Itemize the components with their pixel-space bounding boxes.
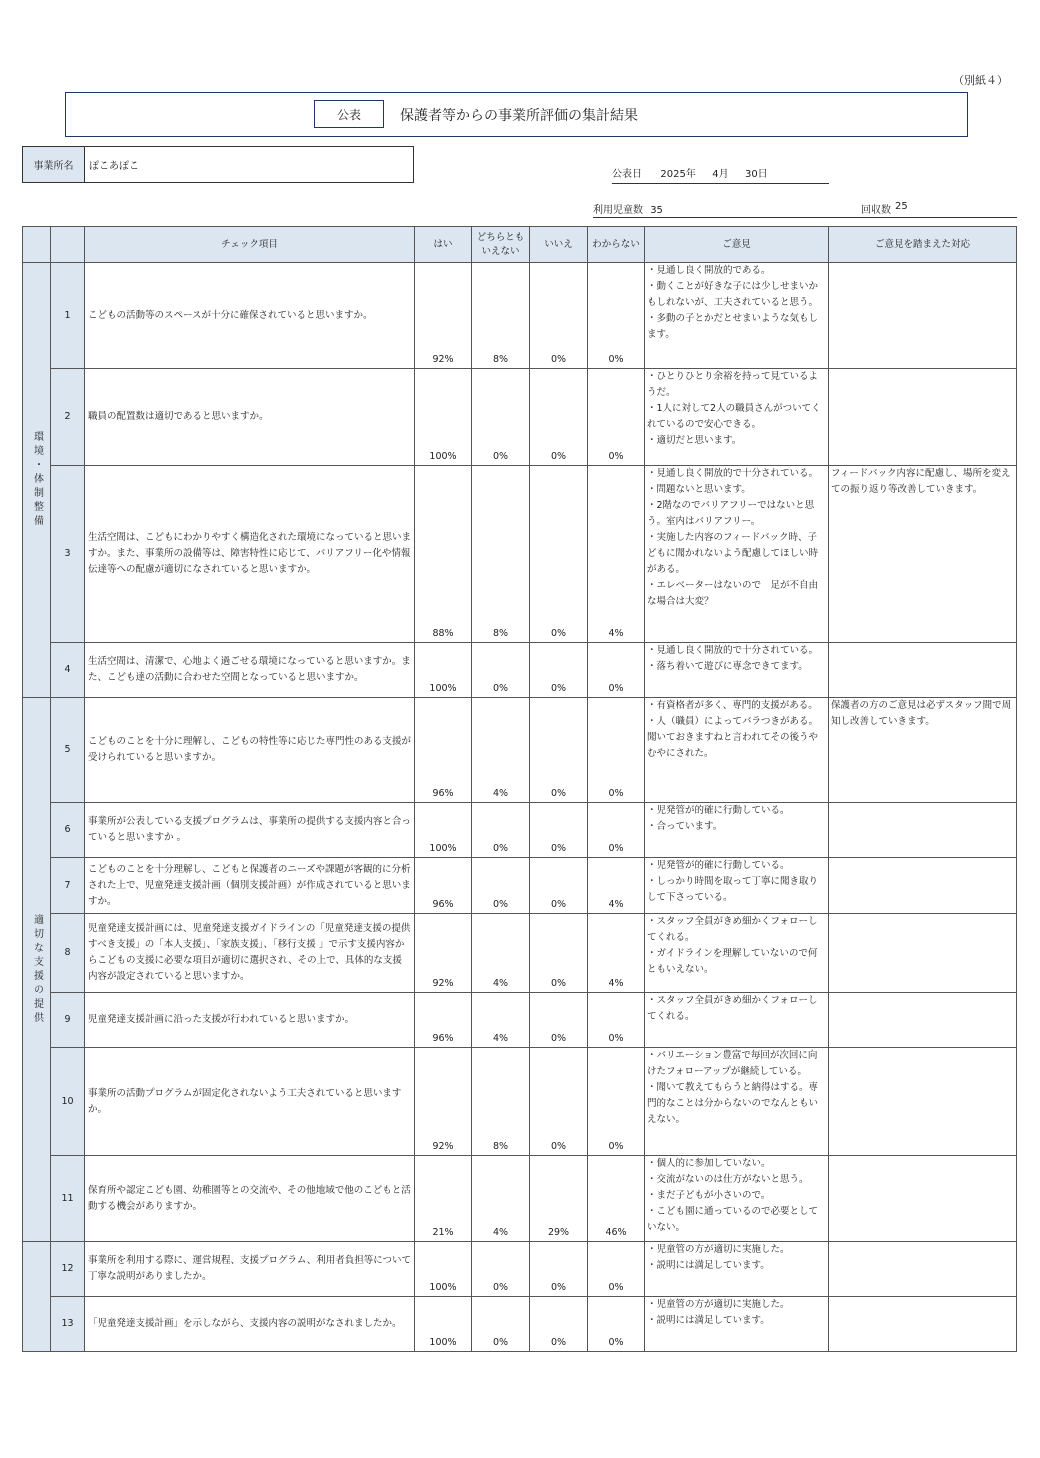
table-row <box>23 803 1017 858</box>
opinion-text: ・1人に対して2人の職員さんがついてくれているので安心できる。 <box>647 403 821 430</box>
pct-unknown: 4% <box>588 466 645 643</box>
pct-yes: 100% <box>415 369 472 466</box>
opinion-text: ・見通し良く開放的で十分されている。 <box>647 645 819 656</box>
pct-neither: 8% <box>472 263 530 369</box>
opinions-cell <box>645 1297 829 1352</box>
opinion-text: ・児発管が的確に行動している。 <box>647 860 790 871</box>
item-number: 2 <box>51 369 85 466</box>
response-text <box>829 914 1017 993</box>
opinions-cell <box>645 1156 829 1242</box>
table-header-row <box>23 227 1017 263</box>
pct-no: 0% <box>530 1048 588 1156</box>
pct-unknown: 0% <box>588 803 645 858</box>
opinion-text: ・交流がないのは仕方がないと思う。 <box>647 1174 809 1185</box>
header-response: ご意見を踏まえた対応 <box>829 227 1017 263</box>
users-count: 35 <box>650 205 663 216</box>
pct-yes: 100% <box>415 1242 472 1297</box>
opinion-text: ・見通し良く開放的である。 <box>647 265 771 276</box>
pct-no: 0% <box>530 993 588 1048</box>
pct-no: 0% <box>530 1242 588 1297</box>
opinion-text: ・まだ子どもが小さいので。 <box>647 1190 771 1201</box>
category-label: 適切な支援の提供 <box>31 913 43 1026</box>
table-row <box>23 263 1017 369</box>
opinions-cell <box>645 369 829 466</box>
pct-neither: 4% <box>472 914 530 993</box>
opinions-cell <box>645 466 829 643</box>
pct-unknown: 0% <box>588 698 645 803</box>
pct-no: 0% <box>530 1297 588 1352</box>
item-number: 12 <box>51 1242 85 1297</box>
pct-unknown: 0% <box>588 1242 645 1297</box>
category-cell <box>23 698 51 1242</box>
pct-unknown: 0% <box>588 993 645 1048</box>
table-row <box>23 369 1017 466</box>
pct-neither: 8% <box>472 466 530 643</box>
table-row <box>23 1048 1017 1156</box>
header-number <box>51 227 85 263</box>
pct-neither: 4% <box>472 1156 530 1242</box>
header-no: いいえ <box>530 227 588 263</box>
opinion-text: ・多動の子とかだとせまいような気もします。 <box>647 313 819 340</box>
header-yes: はい <box>415 227 472 263</box>
title-box <box>65 92 968 137</box>
pubdate-day: 30日 <box>744 169 768 180</box>
opinion-text: ・2階なのでバリアフリーではないと思う。室内はバリアフリー。 <box>647 500 815 527</box>
check-item-text: 生活空間は、こどもにわかりやすく構造化された環境になっていると思いますか。また、事業所の設備等は、障害特性に応じて、バリアフリー化や情報伝達等への配慮が適切になされていると思いますか。 <box>85 466 415 643</box>
response-text <box>829 263 1017 369</box>
users-label: 利用児童数 <box>593 205 643 216</box>
pct-no: 0% <box>530 643 588 698</box>
check-item-text: こどもの活動等のスペースが十分に確保されていると思いますか。 <box>85 263 415 369</box>
opinion-text: ・説明には満足しています。 <box>647 1260 770 1271</box>
opinion-text: ・実施した内容のフィードバック時、子どもに聞かれないよう配慮してほしい時がある。 <box>647 532 819 575</box>
pct-neither: 4% <box>472 993 530 1048</box>
header-neither-line1: どちらとも <box>476 231 525 243</box>
pct-neither: 4% <box>472 698 530 803</box>
public-badge: 公表 <box>314 100 384 128</box>
pct-yes: 96% <box>415 993 472 1048</box>
pct-yes: 100% <box>415 803 472 858</box>
opinion-text: ・適切だと思います。 <box>647 435 742 446</box>
opinion-text: ・問題ないと思います。 <box>647 484 751 495</box>
office-label: 事業所名 <box>23 147 85 182</box>
opinion-text: ・合っています。 <box>647 821 723 832</box>
pct-neither: 0% <box>472 1297 530 1352</box>
category-cell <box>23 263 51 698</box>
pct-no: 0% <box>530 263 588 369</box>
pct-no: 29% <box>530 1156 588 1242</box>
opinion-text: ・ガイドラインを理解していないので何ともいえない。 <box>647 948 818 975</box>
check-item-text: こどものことを十分に理解し、こどもの特性等に応じた専門性のある支援が受けられていると思いますか。 <box>85 698 415 803</box>
item-number: 5 <box>51 698 85 803</box>
pct-neither: 0% <box>472 858 530 914</box>
responses-label: 回収数 <box>861 205 891 216</box>
table-row <box>23 993 1017 1048</box>
table-row <box>23 643 1017 698</box>
pct-neither: 0% <box>472 803 530 858</box>
pct-yes: 92% <box>415 263 472 369</box>
publication-date <box>612 165 829 184</box>
check-item-text: こどものことを十分理解し、こどもと保護者のニーズや課題が客観的に分析された上で、児童発達支援計画（個別支援計画）が作成されていると思いますか。 <box>85 858 415 914</box>
opinions-cell <box>645 263 829 369</box>
opinions-cell <box>645 1242 829 1297</box>
check-item-text: 児童発達支援計画に沿った支援が行われていると思いますか。 <box>85 993 415 1048</box>
response-text <box>829 643 1017 698</box>
opinion-text: ・こども園に通っているので必要としていない。 <box>647 1206 819 1233</box>
pct-neither: 0% <box>472 369 530 466</box>
table-row <box>23 858 1017 914</box>
opinion-text: ・動くことが好きな子には少しせまいかもしれないが、工夫されていると思う。 <box>647 281 819 308</box>
check-item-text: 事業所を利用する際に、運営規程、支援プログラム、利用者負担等について丁寧な説明がありましたか。 <box>85 1242 415 1297</box>
opinions-cell <box>645 993 829 1048</box>
table-row <box>23 1297 1017 1352</box>
pct-yes: 92% <box>415 1048 472 1156</box>
pct-yes: 21% <box>415 1156 472 1242</box>
opinion-text: ・聞いて教えてもらうと納得はする。専門的なことは分からないのでなんともいえない。 <box>647 1082 819 1125</box>
pct-yes: 100% <box>415 1297 472 1352</box>
pct-unknown: 0% <box>588 369 645 466</box>
opinion-text: ・児童管の方が適切に実施した。 <box>647 1299 790 1310</box>
pct-neither: 8% <box>472 1048 530 1156</box>
pct-unknown: 0% <box>588 1297 645 1352</box>
item-number: 9 <box>51 993 85 1048</box>
pct-unknown: 0% <box>588 1048 645 1156</box>
item-number: 10 <box>51 1048 85 1156</box>
pct-no: 0% <box>530 803 588 858</box>
pct-unknown: 4% <box>588 858 645 914</box>
evaluation-table <box>22 226 1017 1352</box>
response-text <box>829 1242 1017 1297</box>
opinions-cell <box>645 698 829 803</box>
opinion-text: ・落ち着いて遊びに専念できてます。 <box>647 661 808 672</box>
response-text <box>829 1156 1017 1242</box>
opinion-text: ・スタッフ全員がきめ細かくフォローしてくれる。 <box>647 995 818 1022</box>
pct-unknown: 0% <box>588 263 645 369</box>
item-number: 7 <box>51 858 85 914</box>
response-text <box>829 803 1017 858</box>
table-row <box>23 914 1017 993</box>
opinions-cell <box>645 914 829 993</box>
opinion-text: ・見通し良く開放的で十分されている。 <box>647 468 819 479</box>
opinion-text: ・しっかり時間を取って丁寧に聞き取りして下さっている。 <box>647 876 819 903</box>
pct-neither: 0% <box>472 643 530 698</box>
opinion-text: ・ひとりひとり余裕を持って見ているようだ。 <box>647 371 819 398</box>
item-number: 8 <box>51 914 85 993</box>
pct-unknown: 0% <box>588 643 645 698</box>
pct-no: 0% <box>530 466 588 643</box>
pct-yes: 96% <box>415 698 472 803</box>
item-number: 6 <box>51 803 85 858</box>
response-text <box>829 1048 1017 1156</box>
item-number: 4 <box>51 643 85 698</box>
check-item-text: 職員の配置数は適切であると思いますか。 <box>85 369 415 466</box>
header-opinions: ご意見 <box>645 227 829 263</box>
header-neither <box>472 227 530 263</box>
category-cell <box>23 1242 51 1352</box>
table-row <box>23 1242 1017 1297</box>
opinion-text: ・児童管の方が適切に実施した。 <box>647 1244 790 1255</box>
opinion-text: ・個人的に参加していない。 <box>647 1158 771 1169</box>
item-number: 11 <box>51 1156 85 1242</box>
pct-no: 0% <box>530 858 588 914</box>
pubdate-year: 2025年 <box>660 169 696 180</box>
opinion-text: ・有資格者が多く、専門的支援がある。 <box>647 700 818 711</box>
header-category <box>23 227 51 263</box>
pct-unknown: 4% <box>588 914 645 993</box>
pct-yes: 92% <box>415 914 472 993</box>
page-title: 保護者等からの事業所評価の集計結果 <box>400 108 638 124</box>
table-row <box>23 698 1017 803</box>
check-item-text: 児童発達支援計画には、児童発達支援ガイドラインの「児童発達支援の提供すべき支援」の「本人支援」、「家族支援」、「移行支援 」で示す支援内容からこどもの支援に必要な項目が適切に選択され、その上で、具体的な支援内容が設定されていると思いますか。 <box>85 914 415 993</box>
opinion-text: ・エレベーターはないので 足が不自由な場合は大変？ <box>647 580 819 607</box>
opinions-cell <box>645 643 829 698</box>
response-text <box>829 369 1017 466</box>
responses-count: 25 <box>895 201 908 212</box>
pct-yes: 96% <box>415 858 472 914</box>
office-name: ぽこあぽこ <box>89 161 139 172</box>
opinions-cell <box>645 858 829 914</box>
opinion-text: ・児発管が的確に行動している。 <box>647 805 790 816</box>
check-item-text: 事業所の活動プログラムが固定化されないよう工夫されていると思いますか。 <box>85 1048 415 1156</box>
office-box <box>22 146 414 183</box>
category-label: 環境・体制整備 <box>31 431 43 529</box>
check-item-text: 保育所や認定こども園、幼稚園等との交流や、その他地域で他のこどもと活動する機会がありますか。 <box>85 1156 415 1242</box>
check-item-text: 生活空間は、清潔で、心地よく過ごせる環境になっていると思いますか。また、こども達の活動に合わせた空間となっていると思いますか。 <box>85 643 415 698</box>
response-text <box>829 993 1017 1048</box>
table-row <box>23 1156 1017 1242</box>
response-text <box>829 1297 1017 1352</box>
item-number: 13 <box>51 1297 85 1352</box>
pct-no: 0% <box>530 369 588 466</box>
table-row <box>23 466 1017 643</box>
pubdate-month: 4月 <box>712 169 729 180</box>
pct-unknown: 46% <box>588 1156 645 1242</box>
pct-no: 0% <box>530 698 588 803</box>
annex-label: （別紙４） <box>953 74 1008 87</box>
header-neither-line2: いえない <box>481 245 520 257</box>
opinions-cell <box>645 803 829 858</box>
pubdate-label: 公表日 <box>612 169 642 180</box>
opinion-text: ・バリエーション豊富で毎回が次回に向けたフォローアップが継続している。 <box>647 1050 818 1077</box>
pct-yes: 88% <box>415 466 472 643</box>
response-text: フィードバック内容に配慮し、場所を変えての振り返り等改善していきます。 <box>829 466 1017 643</box>
header-check-item: チェック項目 <box>85 227 415 263</box>
response-text <box>829 858 1017 914</box>
check-item-text: 事業所が公表している支援プログラムは、事業所の提供する支援内容と合っていると思いますか 。 <box>85 803 415 858</box>
check-item-text: 「児童発達支援計画」を示しながら、支援内容の説明がなされましたか。 <box>85 1297 415 1352</box>
response-text: 保護者の方のご意見は必ずスタッフ間で周知し改善していきます。 <box>829 698 1017 803</box>
users-line <box>593 201 1017 218</box>
opinion-text: ・人（職員）によってバラつきがある。聞いておきますねと言われてその後うやむやにされた。 <box>647 716 819 759</box>
item-number: 1 <box>51 263 85 369</box>
item-number: 3 <box>51 466 85 643</box>
header-unknown: わからない <box>588 227 645 263</box>
pct-no: 0% <box>530 914 588 993</box>
opinion-text: ・説明には満足しています。 <box>647 1315 770 1326</box>
pct-yes: 100% <box>415 643 472 698</box>
opinions-cell <box>645 1048 829 1156</box>
pct-neither: 0% <box>472 1242 530 1297</box>
opinion-text: ・スタッフ全員がきめ細かくフォローしてくれる。 <box>647 916 818 943</box>
